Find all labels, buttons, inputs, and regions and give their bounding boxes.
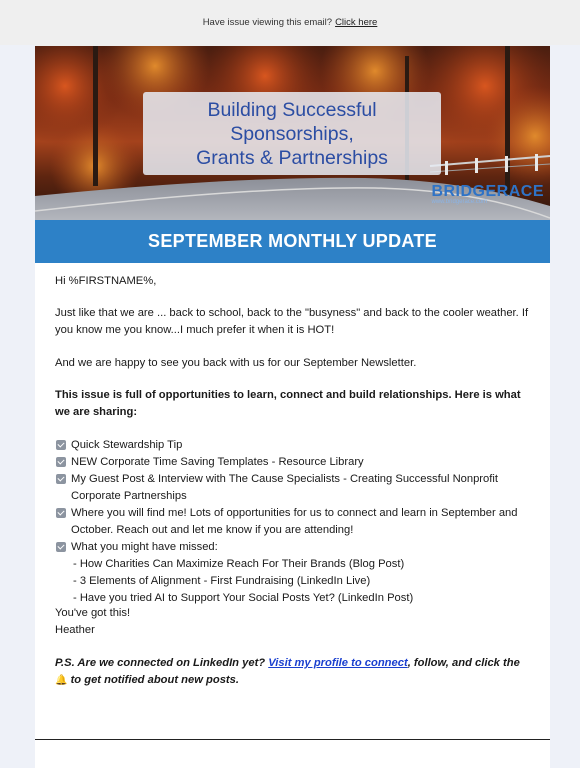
hero-title-line-2: Sponsorships,: [230, 122, 354, 145]
list-item: Quick Stewardship Tip: [55, 437, 530, 454]
hero-title-line-3: Grants & Partnerships: [196, 146, 388, 169]
list-item: What you might have missed:: [55, 539, 530, 556]
logo-wordmark: BRIDGERACE: [431, 183, 544, 200]
view-online-link[interactable]: Click here: [335, 17, 378, 28]
linkedin-profile-link[interactable]: Visit my profile to connect: [268, 657, 408, 669]
preheader-text: Have issue viewing this email?: [202, 17, 333, 28]
missed-item: - Have you tried AI to Support Your Social Posts Yet? (LinkedIn Post): [73, 592, 414, 604]
hero-title-line-1: Building Successful: [207, 98, 377, 121]
sign-off: [55, 605, 130, 639]
hero-title-card: [143, 92, 441, 175]
section-banner: SEPTEMBER MONTHLY UPDATE: [35, 220, 550, 263]
logo-url: www.bridgerace.com: [431, 199, 488, 205]
closing-line: You've got this!: [55, 607, 131, 619]
intro-paragraph: Just like that we are ... back to school, back to the "busyness" and back to the cooler weather. If you know me you know...I much prefer it when it is HOT!: [55, 307, 529, 336]
checkbox-icon: [56, 474, 66, 484]
list-item: Where you will find me! Lots of opportunities for us to connect and learn in September and October. Reach out and let me know if you are attending!: [55, 505, 530, 539]
checkbox-icon: [56, 457, 66, 467]
welcome-paragraph: And we are happy to see you back with us for our September Newsletter.: [55, 357, 417, 369]
signature-name: Heather: [55, 624, 95, 636]
bell-icon: 🔔: [55, 675, 68, 686]
greeting: Hi %FIRSTNAME%,: [55, 275, 157, 287]
email-container: [35, 45, 550, 768]
missed-item: - 3 Elements of Alignment - First Fundraising (LinkedIn Live): [73, 575, 371, 587]
missed-item: - How Charities Can Maximize Reach For Their Brands (Blog Post): [73, 558, 405, 570]
checkbox-icon: [56, 440, 66, 450]
checkbox-icon: [56, 542, 66, 552]
highlights-intro: This issue is full of opportunities to learn, connect and build relationships. Here is what we are sharing:: [55, 389, 521, 418]
highlights-list: [55, 437, 530, 607]
list-item: NEW Corporate Time Saving Templates - Resource Library: [55, 454, 530, 471]
checkbox-icon: [56, 508, 66, 518]
email-preheader: [0, 0, 580, 45]
brand-logo: [431, 183, 544, 205]
footer-divider: [35, 739, 550, 740]
list-item: My Guest Post & Interview with The Cause Specialists - Creating Successful Nonprofit Corporate Partnerships: [55, 471, 530, 505]
hero-image: [35, 46, 550, 220]
postscript: P.S. Are we connected on LinkedIn yet? Visit my profile to connect, follow, and click the 🔔 to get notified about new posts.: [55, 657, 520, 686]
